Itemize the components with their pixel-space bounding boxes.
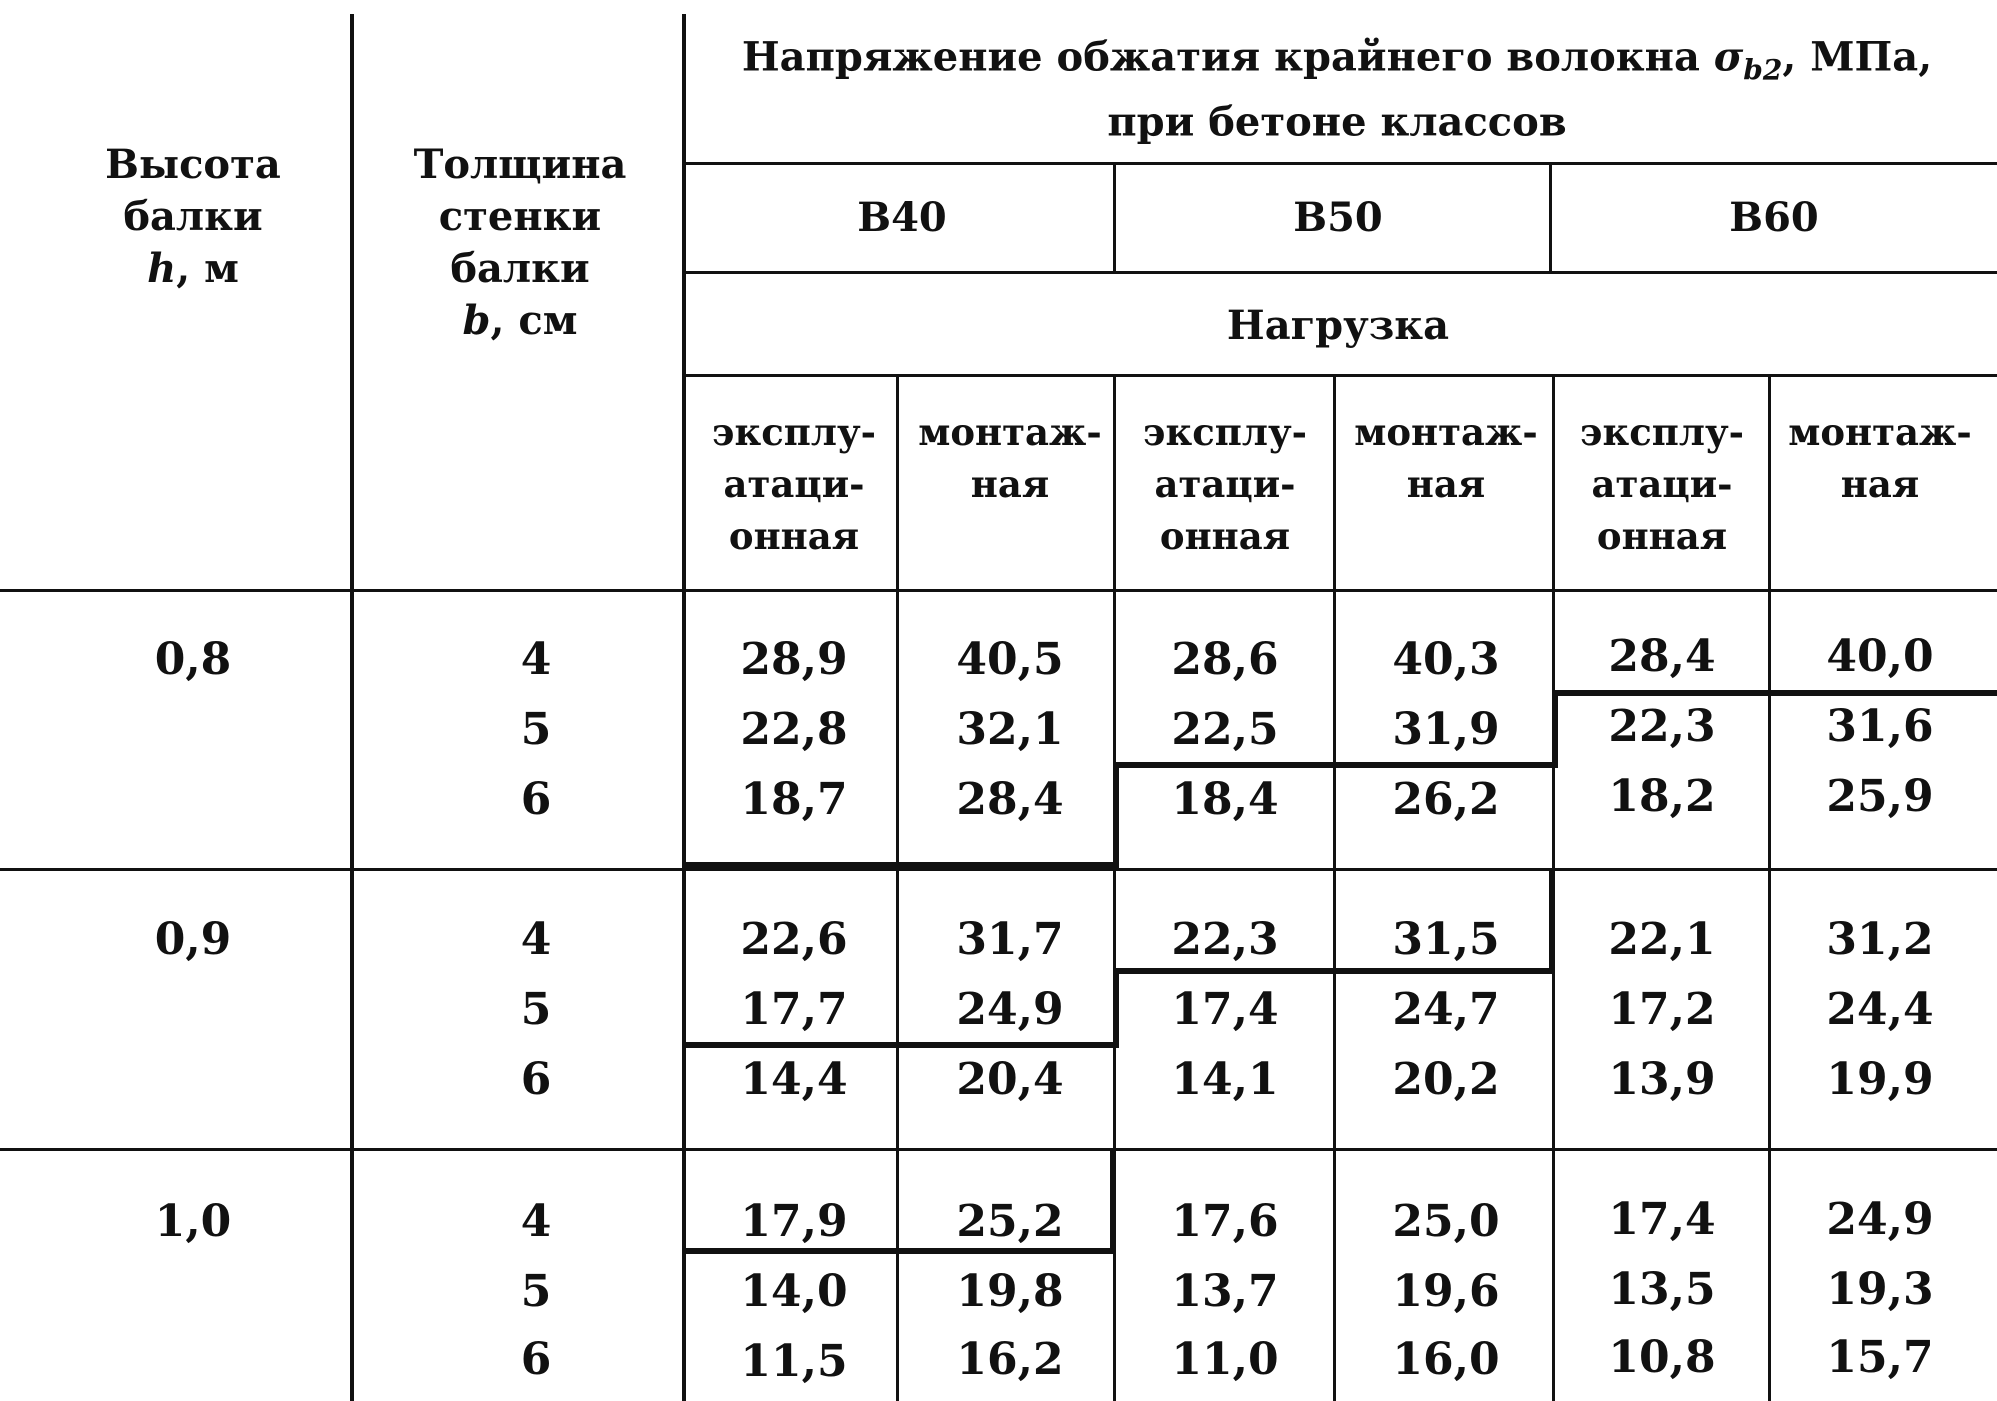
stress-value-cell: 20,2 <box>1392 1054 1500 1105</box>
stress-value-cell: 22,1 <box>1608 914 1716 965</box>
col-divider-subcol-5 <box>1768 374 1771 1401</box>
stress-value-cell: 14,4 <box>740 1054 848 1105</box>
thickness-header-line4 <box>414 295 627 347</box>
wall-thickness-cell: 4 <box>520 914 552 965</box>
stress-value-cell: 13,9 <box>1608 1054 1716 1105</box>
beam-height-cell: 0,9 <box>154 914 232 965</box>
wall-thickness-cell: 6 <box>520 1054 552 1105</box>
stress-value-cell: 31,2 <box>1826 914 1934 965</box>
staircase-line <box>1113 968 1119 1048</box>
row-divider-classes <box>682 271 1997 274</box>
stress-value-cell: 28,6 <box>1171 634 1279 685</box>
wall-thickness-cell: 6 <box>520 774 552 825</box>
stress-value-cell: 17,4 <box>1608 1194 1716 1245</box>
stress-value-cell: 25,0 <box>1392 1196 1500 1247</box>
load-header: Нагрузка <box>1226 302 1450 349</box>
thickness-header-line1: Толщина <box>413 141 627 188</box>
load-type-operational-b40: эксплу- атаци- онная <box>712 410 876 558</box>
thickness-header-line3: балки <box>450 245 590 292</box>
stress-value-cell: 18,2 <box>1608 771 1716 822</box>
col-divider-thickness-values <box>682 14 686 1401</box>
staircase-line <box>682 862 1119 868</box>
stress-value-cell: 22,3 <box>1171 914 1279 965</box>
staircase-line <box>1113 968 1555 974</box>
stress-value-cell: 31,9 <box>1392 704 1500 755</box>
stress-value-cell: 19,9 <box>1826 1054 1934 1105</box>
stress-value-cell: 32,1 <box>956 704 1064 755</box>
stress-value-cell: 31,5 <box>1392 914 1500 965</box>
stress-value-cell: 14,1 <box>1171 1054 1279 1105</box>
stress-value-cell: 22,3 <box>1608 701 1716 752</box>
stress-value-cell: 40,5 <box>956 634 1064 685</box>
stress-value-cell: 31,7 <box>956 914 1064 965</box>
class-b40-header: В40 <box>857 194 947 241</box>
col-divider-height-thickness <box>350 14 354 1401</box>
height-unit: , м <box>176 245 239 292</box>
col-divider-b50-b60 <box>1549 162 1552 274</box>
stress-value-cell: 19,6 <box>1392 1266 1500 1317</box>
stress-title <box>742 32 1932 149</box>
stress-value-cell: 28,4 <box>956 774 1064 825</box>
stress-value-cell: 17,9 <box>740 1196 848 1247</box>
stress-value-cell: 25,9 <box>1826 771 1934 822</box>
col-divider-b40-b50 <box>1113 162 1116 274</box>
wall-thickness-cell: 5 <box>520 704 552 755</box>
wall-thickness-cell: 4 <box>520 1196 552 1247</box>
stress-value-cell: 24,9 <box>956 984 1064 1035</box>
wall-thickness-cell: 6 <box>520 1334 552 1385</box>
staircase-line <box>682 1248 1116 1254</box>
stress-value-cell: 40,0 <box>1826 631 1934 682</box>
stress-title-suffix: , МПа, <box>1782 33 1933 81</box>
stress-value-cell: 11,5 <box>740 1336 848 1387</box>
thickness-symbol: b <box>462 297 491 344</box>
staircase-line <box>1552 690 1558 766</box>
wall-thickness-cell: 5 <box>520 1266 552 1317</box>
stress-value-cell: 40,3 <box>1392 634 1500 685</box>
stress-title-line2: при бетоне классов <box>1107 98 1567 146</box>
stress-value-cell: 28,9 <box>740 634 848 685</box>
staircase-line <box>1549 868 1555 974</box>
staircase-line <box>1552 690 1997 696</box>
stress-value-cell: 25,2 <box>956 1196 1064 1247</box>
stress-value-cell: 26,2 <box>1392 774 1500 825</box>
staircase-line <box>1113 762 1119 866</box>
thickness-header-line2: стенки <box>438 193 602 240</box>
load-type-operational-b60: эксплу- атаци- онная <box>1580 410 1744 558</box>
beam-height-cell: 0,8 <box>154 634 232 685</box>
stress-value-cell: 17,4 <box>1171 984 1279 1035</box>
wall-thickness-cell: 4 <box>520 634 552 685</box>
stress-value-cell: 10,8 <box>1608 1332 1716 1383</box>
stress-symbol: σ <box>1713 33 1744 81</box>
stress-value-cell: 18,7 <box>740 774 848 825</box>
class-b60-header: В60 <box>1729 194 1819 241</box>
stress-value-cell: 14,0 <box>740 1266 848 1317</box>
load-type-operational-b50: эксплу- атаци- онная <box>1143 410 1307 558</box>
height-header-line1: Высота <box>105 141 281 188</box>
height-symbol: h <box>147 245 177 292</box>
stress-value-cell: 22,5 <box>1171 704 1279 755</box>
staircase-line <box>1113 762 1558 768</box>
thickness-column-header <box>414 139 627 347</box>
height-header-line2: балки <box>123 193 263 240</box>
stress-value-cell: 19,3 <box>1826 1264 1934 1315</box>
stress-value-cell: 17,2 <box>1608 984 1716 1035</box>
stress-value-cell: 31,6 <box>1826 701 1934 752</box>
beam-height-cell: 1,0 <box>154 1196 232 1247</box>
staircase-line <box>1110 1148 1116 1254</box>
stress-title-prefix: Напряжение обжатия крайнего волокна <box>741 33 1714 81</box>
height-header-line3 <box>105 243 281 295</box>
height-column-header <box>105 139 281 295</box>
load-type-assembly-b50: монтаж- ная <box>1354 410 1538 506</box>
class-b50-header: В50 <box>1293 194 1383 241</box>
stress-value-cell: 20,4 <box>956 1054 1064 1105</box>
stress-value-cell: 13,5 <box>1608 1264 1716 1315</box>
stress-value-cell: 24,7 <box>1392 984 1500 1035</box>
col-divider-subcol-3 <box>1333 374 1336 1401</box>
stress-value-cell: 22,6 <box>740 914 848 965</box>
staircase-line <box>682 1042 1119 1048</box>
stress-value-cell: 17,6 <box>1171 1196 1279 1247</box>
stress-value-cell: 19,8 <box>956 1266 1064 1317</box>
load-type-assembly-b60: монтаж- ная <box>1788 410 1972 506</box>
stress-title-line1 <box>742 32 1932 97</box>
stress-value-cell: 28,4 <box>1608 631 1716 682</box>
stress-value-cell: 16,0 <box>1392 1334 1500 1385</box>
stress-value-cell: 16,2 <box>956 1334 1064 1385</box>
stress-value-cell: 17,7 <box>740 984 848 1035</box>
stress-value-cell: 11,0 <box>1171 1334 1279 1385</box>
row-divider-title <box>682 162 1997 165</box>
stress-value-cell: 24,4 <box>1826 984 1934 1035</box>
stress-value-cell: 22,8 <box>740 704 848 755</box>
row-divider-load <box>682 374 1997 377</box>
stress-value-cell: 13,7 <box>1171 1266 1279 1317</box>
load-type-assembly-b40: монтаж- ная <box>918 410 1102 506</box>
stress-value-cell: 24,9 <box>1826 1194 1934 1245</box>
stress-subscript: b2 <box>1743 53 1783 87</box>
row-divider-group-2 <box>0 1148 1997 1151</box>
thickness-unit: , см <box>490 297 578 344</box>
wall-thickness-cell: 5 <box>520 984 552 1035</box>
col-divider-subcol-1 <box>896 374 899 1401</box>
row-divider-group-1 <box>0 868 1997 871</box>
stress-value-cell: 15,7 <box>1826 1332 1934 1383</box>
row-divider-header-body <box>0 589 1997 592</box>
stress-value-cell: 18,4 <box>1171 774 1279 825</box>
